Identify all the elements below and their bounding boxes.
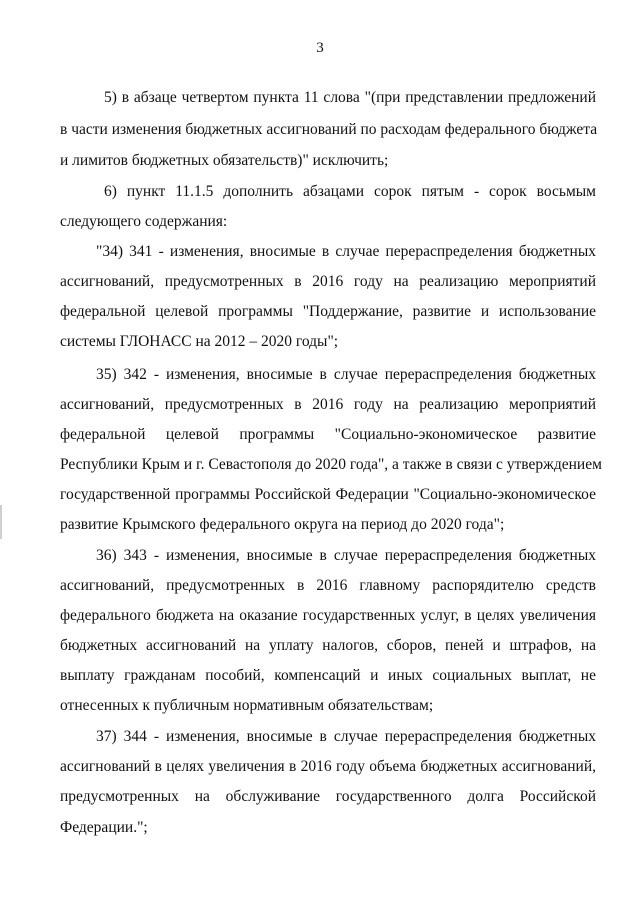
para-37-line-2: ассигнований в целях увеличения в 2016 году объема бюджетных ассигнований,: [60, 758, 596, 775]
para-35-line-3: федеральной целевой программы "Социально-экономическое развитие: [60, 426, 596, 443]
para-37-line-4: Федерации.";: [60, 819, 148, 836]
para-35-line-4: Республики Крым и г. Севастополя до 2020 года", а также в связи с утверждением: [60, 456, 602, 473]
para-36-line-6: отнесенных к публичным нормативным обязательствам;: [60, 697, 434, 714]
item-5-line-2: в части изменения бюджетных ассигнований по расходам федерального бюджета: [60, 121, 598, 138]
item-5-line-1: 5) в абзаце четвертом пункта 11 слова "(при представлении предложений: [104, 89, 596, 106]
para-35-line-6: развитие Крымского федерального округа на период до 2020 года";: [60, 516, 505, 533]
para-35-line-1: 35) 342 - изменения, вносимые в случае перераспределения бюджетных: [96, 366, 596, 383]
para-35-line-5: государственной программы Российской Федерации "Социально-экономическое: [60, 486, 596, 503]
para-36-line-1: 36) 343 - изменения, вносимые в случае перераспределения бюджетных: [96, 547, 596, 564]
para-34-line-2: ассигнований, предусмотренных в 2016 году на реализацию мероприятий: [60, 273, 596, 290]
item-5-line-3: и лимитов бюджетных обязательств)" исключить;: [60, 152, 389, 169]
scan-edge-mark: [0, 505, 2, 539]
para-37-line-1: 37) 344 - изменения, вносимые в случае перераспределения бюджетных: [96, 728, 596, 745]
page-number: 3: [316, 40, 324, 56]
para-36-line-4: бюджетных ассигнований на уплату налогов, сборов, пеней и штрафов, на: [60, 637, 596, 654]
item-6-line-2: следующего содержания:: [60, 213, 228, 230]
para-37-line-3: предусмотренных на обслуживание государственного долга Российской: [60, 788, 596, 805]
para-35-line-2: ассигнований, предусмотренных в 2016 году на реализацию мероприятий: [60, 396, 596, 413]
para-36-line-3: федерального бюджета на оказание государственных услуг, в целях увеличения: [60, 607, 596, 624]
para-34-line-1: "34) 341 - изменения, вносимые в случае перераспределения бюджетных: [96, 243, 596, 260]
para-36-line-2: ассигнований, предусмотренных в 2016 главному распорядителю средств: [60, 577, 596, 594]
para-34-line-4: системы ГЛОНАСС на 2012 – 2020 годы";: [60, 333, 339, 350]
item-6-line-1: 6) пункт 11.1.5 дополнить абзацами сорок пятым - сорок восьмым: [104, 183, 596, 200]
para-36-line-5: выплату гражданам пособий, компенсаций и иных социальных выплат, не: [60, 667, 596, 684]
para-34-line-3: федеральной целевой программы "Поддержание, развитие и использование: [60, 303, 596, 320]
